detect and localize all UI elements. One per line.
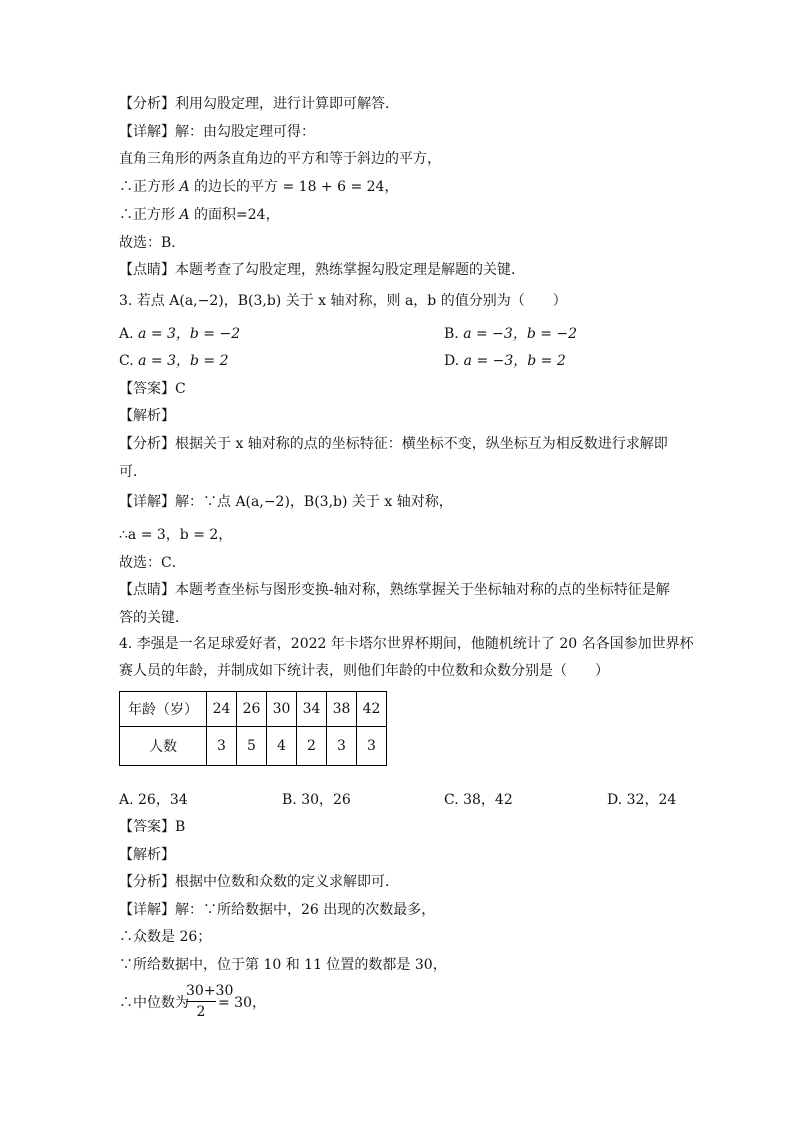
- text-fragment: ∴正方形: [119, 179, 175, 195]
- option-text: a = −3，b = −2: [463, 326, 578, 342]
- table-cell: 5: [237, 727, 267, 766]
- analysis-line: 【分析】根据关于 x 轴对称的点的坐标特征：横坐标不变，纵坐标互为相反数进行求解即: [119, 436, 668, 452]
- option-b: B. 30，26: [282, 792, 351, 808]
- table-header-cell: 人数: [120, 727, 207, 766]
- option-d: [444, 351, 566, 371]
- analysis-line: 【分析】利用勾股定理，进行计算即可解答．: [119, 96, 399, 112]
- age-stat-table: [119, 691, 387, 766]
- text-line: 直角三角形的两条直角边的平方和等于斜边的平方，: [119, 151, 441, 167]
- option-text: a = −3，b = 2: [463, 353, 566, 369]
- option-a: [119, 324, 240, 344]
- option-letter: A.: [119, 326, 134, 342]
- position-line: ∵所给数据中，位于第 10 和 11 位置的数都是 30，: [119, 957, 447, 973]
- result-line: ∴a = 3，b = 2，: [119, 527, 233, 543]
- option-letter: D.: [444, 353, 460, 369]
- question-stem: 4. 李强是一名足球爱好者，2022 年卡塔尔世界杯期间，他随机统计了 20 名各国参加世界杯: [119, 636, 694, 652]
- median-fraction: [186, 982, 234, 1021]
- fraction-numerator: 30+30: [186, 983, 234, 999]
- question-stem: 3. 若点 A(a,−2)，B(3,b) 关于 x 轴对称，则 a，b 的值分别为（ ）: [119, 293, 567, 309]
- table-row: [120, 727, 387, 766]
- option-c: C. 38，42: [444, 792, 513, 808]
- option-a: A. 26，34: [119, 792, 188, 808]
- jiexi-label: 【解析】: [119, 847, 175, 863]
- text-fragment: 的边长的平方 = 18 + 6 = 24，: [194, 179, 399, 195]
- table-cell: 34: [297, 692, 327, 727]
- text-fragment: 的面积=24，: [194, 207, 280, 223]
- table-row: [120, 692, 387, 727]
- table-cell: 3: [357, 727, 387, 766]
- answer-line: 【答案】C: [119, 381, 186, 397]
- table-cell: 24: [207, 692, 237, 727]
- detail-line: 【详解】解：∵点 A(a,−2)，B(3,b) 关于 x 轴对称，: [119, 494, 453, 510]
- answer-line: 【答案】B: [119, 819, 186, 835]
- math-variable: A: [179, 179, 190, 195]
- median-label: ∴中位数为: [119, 995, 189, 1011]
- detail-line: 【详解】解：由勾股定理可得：: [119, 124, 315, 140]
- math-variable: A: [179, 207, 190, 223]
- comment-line: 【点睛】本题考查坐标与图形变换-轴对称，熟练掌握关于坐标轴对称的点的坐标特征是解: [119, 582, 670, 598]
- jiexi-label: 【解析】: [119, 408, 175, 424]
- text-fragment: ∴正方形: [119, 207, 175, 223]
- analysis-line: 【分析】根据中位数和众数的定义求解即可．: [119, 874, 399, 890]
- option-d: D. 32，24: [607, 792, 677, 808]
- table-cell: 4: [267, 727, 297, 766]
- table-cell: 3: [207, 727, 237, 766]
- analysis-line: 可．: [119, 464, 147, 480]
- option-letter: C.: [119, 353, 134, 369]
- option-b: [444, 324, 577, 344]
- table-cell: 30: [267, 692, 297, 727]
- table-cell: 42: [357, 692, 387, 727]
- table-cell: 3: [327, 727, 357, 766]
- table-header-cell: 年龄（岁）: [120, 692, 207, 727]
- median-result: = 30，: [218, 995, 266, 1011]
- text-line: [119, 205, 280, 225]
- table-cell: 38: [327, 692, 357, 727]
- fraction-bar: [186, 1001, 216, 1002]
- comment-line: 【点睛】本题考查了勾股定理，熟练掌握勾股定理是解题的关键．: [119, 262, 525, 278]
- mode-line: ∴众数是 26；: [119, 929, 212, 945]
- option-text: a = 3，b = 2: [138, 353, 229, 369]
- choice-line: 故选：C．: [119, 555, 186, 571]
- comment-line: 答的关键．: [119, 610, 189, 626]
- table-cell: 2: [297, 727, 327, 766]
- fraction-denominator: 2: [196, 1004, 206, 1020]
- option-text: a = 3，b = −2: [138, 326, 241, 342]
- detail-line: 【详解】解：∵所给数据中，26 出现的次数最多，: [119, 902, 436, 918]
- option-letter: B.: [444, 326, 459, 342]
- choice-line: 故选：B．: [119, 235, 186, 251]
- table-cell: 26: [237, 692, 267, 727]
- text-line: [119, 177, 398, 197]
- question-stem: 赛人员的年龄，并制成如下统计表，则他们年龄的中位数和众数分别是（ ）: [119, 663, 609, 679]
- option-c: [119, 351, 229, 371]
